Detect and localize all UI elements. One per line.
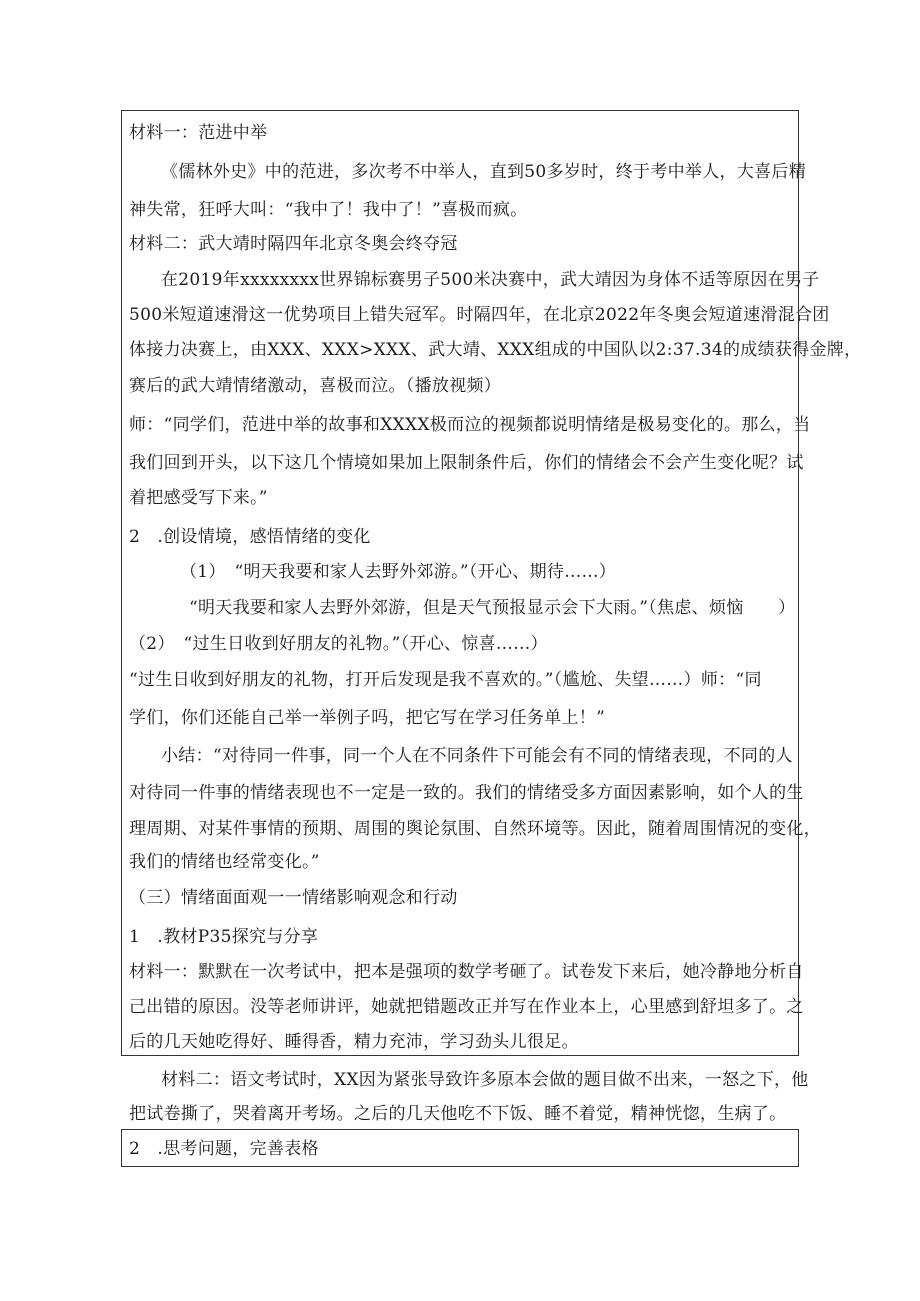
text-line: “明天我要和家人去野外郊游，但是天气预报显示会下大雨。”（焦虑、烦恼 ） (189, 598, 796, 618)
section-heading: （三）情绪面面观一一情绪影响观念和行动 (129, 888, 458, 908)
text-line: “过生日收到好朋友的礼物，打开后发现是我不喜欢的。”（尴尬、失望……）师：“同 (129, 670, 762, 690)
text-line: （2） “过生日收到好朋友的礼物。”（开心、惊喜……） (129, 634, 548, 654)
text-line: 材料二：武大靖时隔四年北京冬奥会终夺冠 (129, 234, 458, 254)
section-heading: 1 .教材P35探究与分享 (129, 927, 319, 947)
text-line: 体接力决赛上，由XXX、XXX>XXX、武大靖、XXX组成的中国队以2:37.34的成绩获得金牌， (129, 340, 862, 360)
text-line: 己出错的原因。没等老师讲评，她就把错题改正并写在作业本上，心里感到舒坦多了。之 (129, 997, 804, 1017)
text-line: 在2019年xxxxxxxx世界锦标赛男子500米决赛中，武大靖因为身体不适等原因在男子 (161, 270, 820, 290)
text-line: 我们回到开头，以下这几个情境如果加上限制条件后，你们的情绪会不会产生变化呢？试 (129, 453, 804, 473)
text-line: 神失常，狂呼大叫：“我中了！我中了！”喜极而疯。 (129, 200, 528, 220)
text-line: 师：“同学们，范进中举的故事和XXXX极而泣的视频都说明情绪是极易变化的。那么，当 (129, 415, 811, 435)
text-line: 我们的情绪也经常变化。” (129, 852, 320, 872)
text-line: 对待同一件事的情绪表现也不一定是一致的。我们的情绪受多方面因素影响，如个人的生 (129, 783, 804, 803)
text-line: 材料二：语文考试时，XX因为紧张导致许多原本会做的题目做不出来，一怒之下，他 (161, 1070, 809, 1090)
text-line: 小结：“对待同一件事，同一个人在不同条件下可能会有不同的情绪表现，不同的人 (161, 746, 793, 766)
text-line: 《儒林外史》中的范进，多次考不中举人，直到50多岁时，终于考中举人，大喜后精 (161, 162, 807, 182)
section-heading: 2 .创设情境，感悟情绪的变化 (129, 527, 371, 547)
text-line: 赛后的武大靖情绪激动，喜极而泣。（播放视频） (129, 376, 502, 396)
text-line: 把试卷撕了，哭着离开考场。之后的几天他吃不下饭、睡不着觉，精神恍惚，生病了。 (129, 1104, 787, 1124)
text-line: 学们，你们还能自己举一举例子吗，把它写在学习任务单上！” (129, 708, 606, 728)
text-line: 着把感受写下来。” (129, 488, 268, 508)
text-line: 材料一：默默在一次考试中，把本是强项的数学考砸了。试卷发下来后，她冷静地分析自 (129, 962, 804, 982)
text-line: 500米短道速滑这一优势项目上错失冠军。时隔四年，在北京2022年冬奥会短道速滑混合团 (129, 305, 830, 325)
text-line: 材料一：范进中举 (129, 123, 268, 143)
text-line: 理周期、对某件事情的预期、周围的舆论氛围、自然环境等。因此，随着周围情况的变化， (129, 819, 821, 839)
section-heading: 2 .思考问题，完善表格 (129, 1139, 319, 1159)
text-line: 后的几天她吃得好、睡得香，精力充沛，学习劲头儿很足。 (129, 1032, 579, 1052)
text-line: （1） “明天我要和家人去野外郊游。”（开心、期待……） (180, 562, 617, 582)
